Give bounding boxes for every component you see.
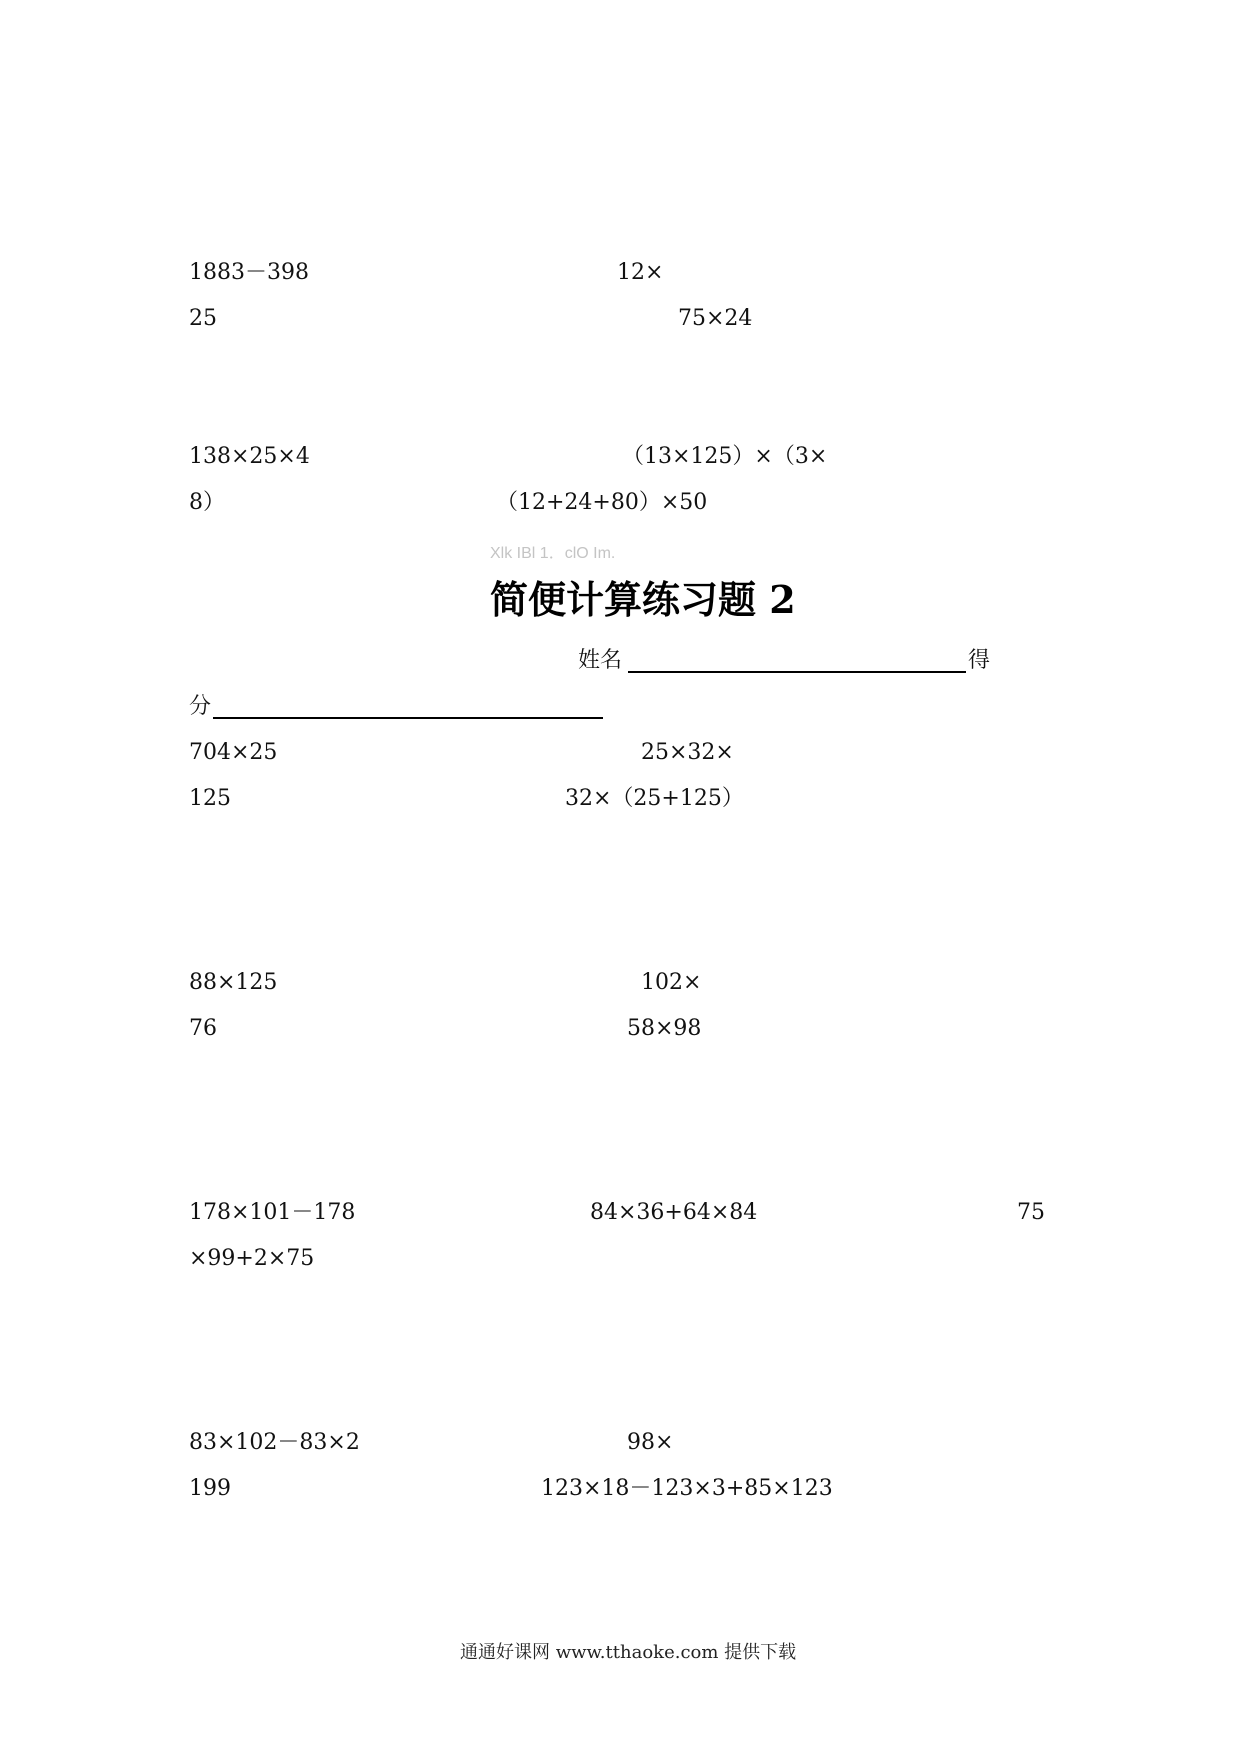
problem-704x25: 704×25 xyxy=(189,740,278,765)
worksheet-title: 简便计算练习题 2 xyxy=(490,577,796,622)
problem-75: 75 xyxy=(1017,1200,1045,1225)
problem-25x32x: 25×32× xyxy=(641,740,734,765)
problem-x99-2x75: ×99+2×75 xyxy=(189,1246,315,1271)
problem-25: 25 xyxy=(189,306,217,331)
problem-84x36-64x84: 84×36+64×84 xyxy=(590,1200,758,1225)
name-label: 姓名 xyxy=(578,648,623,673)
problem-12x: 12× xyxy=(617,260,664,285)
problem-76: 76 xyxy=(189,1016,217,1041)
score-label-part2: 分 xyxy=(189,694,212,719)
score-underline xyxy=(213,717,603,719)
problem-199: 199 xyxy=(189,1476,231,1501)
problem-8-paren: 8） xyxy=(189,490,225,515)
problem-12-24-80-x50: （12+24+80）×50 xyxy=(496,490,708,515)
problem-83x102-83x2: 83×102－83×2 xyxy=(189,1430,360,1455)
name-underline xyxy=(628,671,966,673)
problem-1883-398: 1883－398 xyxy=(189,260,309,285)
problem-138x25x4: 138×25×4 xyxy=(189,444,310,469)
problem-123x18-123x3-85x123: 123×18－123×3+85×123 xyxy=(541,1476,833,1501)
problem-178x101-178: 178×101－178 xyxy=(189,1200,356,1225)
score-label-part1: 得 xyxy=(968,648,991,673)
problem-125: 125 xyxy=(189,786,231,811)
problem-58x98: 58×98 xyxy=(627,1016,702,1041)
problem-88x125: 88×125 xyxy=(189,970,278,995)
footer-text: 通通好课网 www.tthaoke.com 提供下载 xyxy=(460,1642,797,1663)
watermark-text: Xlk IBl 1．clO Im. xyxy=(490,545,616,562)
problem-102x: 102× xyxy=(641,970,702,995)
problem-98x: 98× xyxy=(627,1430,674,1455)
problem-75x24: 75×24 xyxy=(678,306,753,331)
problem-13x125-x-3x: （13×125）×（3× xyxy=(622,444,828,469)
problem-32x-25-125: 32×（25+125） xyxy=(565,786,744,811)
